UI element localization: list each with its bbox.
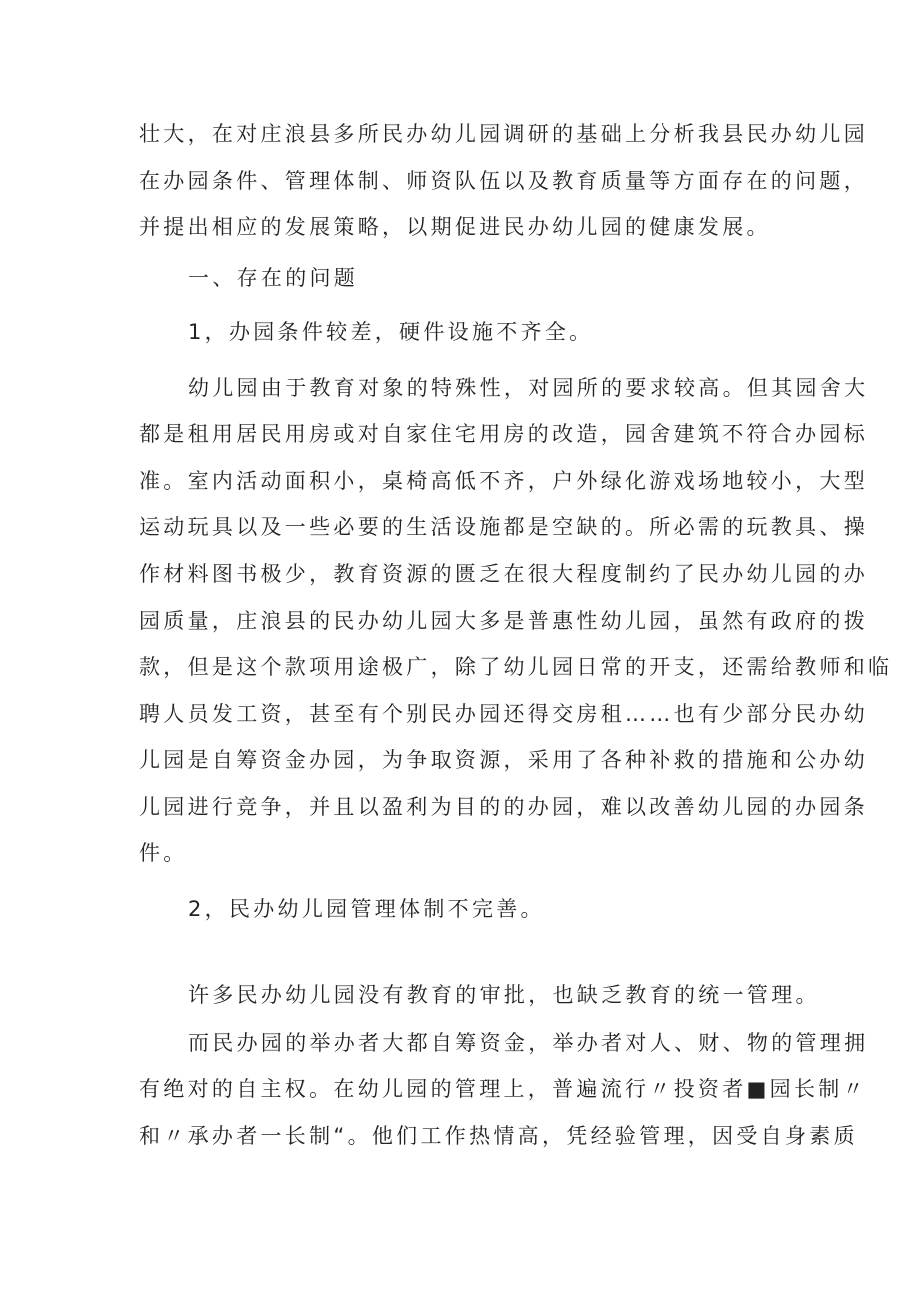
body-text-line: 件。 [139, 841, 188, 865]
body-text-line: 壮大，在对庄浪县多所民办幼儿园调研的基础上分析我县民办幼儿园 [139, 122, 868, 146]
subsection-heading: 2，民办幼儿园管理体制不完善。 [188, 897, 545, 921]
body-text-line: 作材料图书极少，教育资源的匮乏在很大程度制约了民办幼儿园的办 [139, 562, 868, 586]
body-text-line: 幼儿园由于教育对象的特殊性，对园所的要求较高。但其园舍大 [188, 376, 869, 400]
body-text-line: 准。室内活动面积小，桌椅高低不齐，户外绿化游戏场地较小，大型 [139, 469, 868, 493]
body-text-line: 有绝对的自主权。在幼儿园的管理上，普遍流行〃投资者■园长制〃 [139, 1077, 867, 1101]
body-text-line: 儿园进行竞争，并且以盈利为目的的办园，难以改善幼儿园的办园条 [139, 795, 868, 819]
body-text-line: 运动玩具以及一些必要的生活设施都是空缺的。所必需的玩教具、操 [139, 515, 868, 539]
body-text-line: 并提出相应的发展策略，以期促进民办幼儿园的健康发展。 [139, 215, 771, 239]
body-text-line: 款，但是这个款项用途极广，除了幼儿园日常的开支，还需给教师和临 [139, 655, 893, 679]
body-text-line: 园质量，庄浪县的民办幼儿园大多是普惠性幼儿园，虽然有政府的拨 [139, 609, 868, 633]
body-text-line: 而民办园的举办者大都自筹资金，举办者对人、财、物的管理拥 [188, 1031, 869, 1055]
subsection-heading: 1，办园条件较差，硬件设施不齐全。 [188, 320, 594, 344]
body-text-line: 都是租用居民用房或对自家住宅用房的改造，园舍建筑不符合办园标 [139, 422, 868, 446]
body-text-line: 在办园条件、管理体制、师资队伍以及教育质量等方面存在的问题， [139, 169, 868, 193]
body-text-line: 和〃承办者一长制“。他们工作热情高，凭经验管理，因受自身素质 [139, 1124, 858, 1148]
body-text-line: 儿园是自筹资金办园，为争取资源，采用了各种补救的措施和公办幼 [139, 748, 868, 772]
body-text-line: 聘人员发工资，甚至有个别民办园还得交房租……也有少部分民办幼 [139, 702, 868, 726]
body-text-line: 许多民办幼儿园没有教育的审批，也缺乏教育的统一管理。 [188, 983, 820, 1007]
section-heading: 一、存在的问题 [188, 266, 359, 290]
